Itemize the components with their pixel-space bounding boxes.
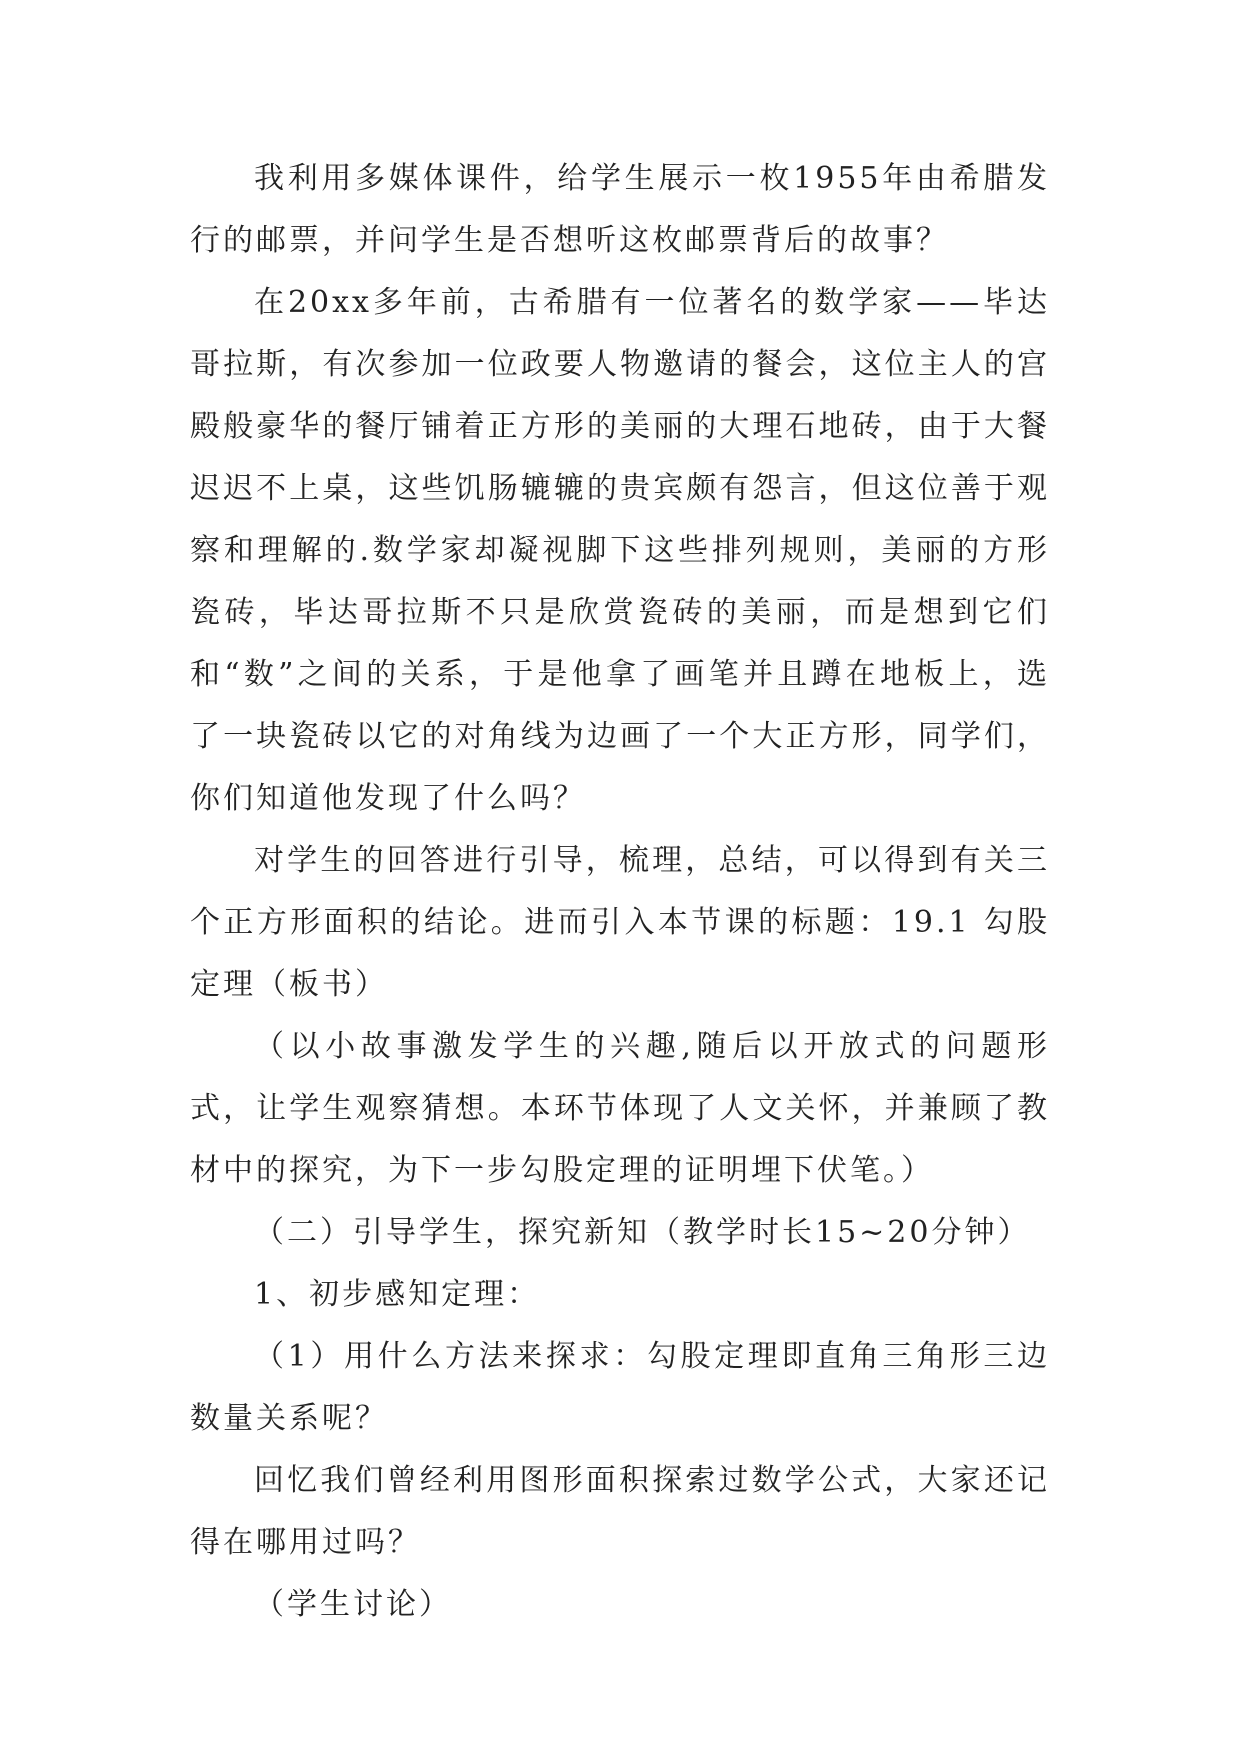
paragraph-pythagoras-story: 在20xx多年前，古希腊有一位著名的数学家——毕达哥拉斯，有次参加一位政要人物邀请的餐会，这位主人的宫殿般豪华的餐厅铺着正方形的美丽的大理石地砖，由于大餐迟迟不上桌，这些饥肠辘辘的贵宾颇有怨言，但这位善于观察和理解的.数学家却凝视脚下这些排列规则，美丽的方形瓷砖，毕达哥拉斯不只是欣赏瓷砖的美丽，而是想到它们和“数”之间的关系，于是他拿了画笔并且蹲在地板上，选了一块瓷砖以它的对角线为边画了一个大正方形，同学们，你们知道他发现了什么吗？ bbox=[190, 285, 1050, 816]
subheading-initial-perception: 1、初步感知定理： bbox=[254, 1277, 541, 1312]
paragraph-recall: 回忆我们曾经利用图形面积探索过数学公式，大家还记得在哪用过吗？ bbox=[190, 1463, 1050, 1560]
paragraph-question-method: （1）用什么方法来探求：勾股定理即直角三角形三边数量关系呢？ bbox=[190, 1339, 1050, 1436]
paragraph-stamp-intro: 我利用多媒体课件，给学生展示一枚1955年由希腊发行的邮票，并问学生是否想听这枚邮票背后的故事？ bbox=[190, 161, 1050, 258]
paragraph-guide-summary: 对学生的回答进行引导，梳理，总结，可以得到有关三个正方形面积的结论。进而引入本节课的标题：19.1 勾股定理（板书） bbox=[190, 843, 1050, 1002]
document-page bbox=[190, 148, 1050, 1636]
section-heading-explore: （二）引导学生，探究新知（教学时长15~20分钟） bbox=[254, 1215, 1031, 1250]
paragraph-design-note: （以小故事激发学生的兴趣,随后以开放式的问题形式，让学生观察猜想。本环节体现了人文关怀，并兼顾了教材中的探究，为下一步勾股定理的证明埋下伏笔。） bbox=[190, 1029, 1050, 1188]
paragraph-student-discussion: （学生讨论） bbox=[254, 1587, 452, 1622]
